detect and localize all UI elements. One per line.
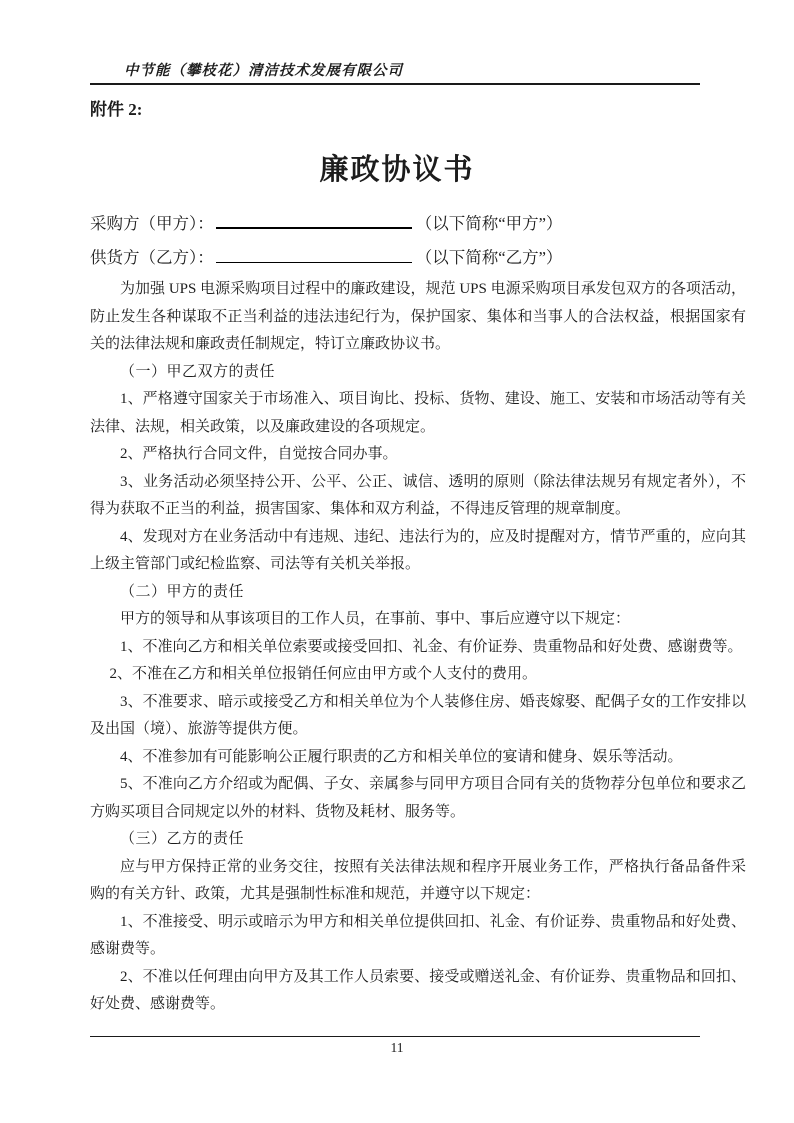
agreement-text xyxy=(90,276,746,1019)
clause-item: 甲方的领导和从事该项目的工作人员，在事前、事中、事后应遵守以下规定： xyxy=(120,611,631,627)
footer-rule xyxy=(90,1036,700,1037)
party-label-buyer: 采购方（甲方）： xyxy=(90,214,214,233)
clause-item: 应与甲方保持正常的业务交往，按照有关法律法规和程序开展业务工作，严格执行备品备件采购的有关方针、政策，尤其是强制性标准和规范，并遵守以下规定： xyxy=(90,858,746,902)
document-title: 廉政协议书 xyxy=(319,154,475,186)
parties-section xyxy=(90,207,746,275)
party-suffix-buyer: （以下简称“甲方”） xyxy=(415,214,563,233)
clause-item: 4、不准参加有可能影响公正履行职责的乙方和相关单位的宴请和健身、娱乐等活动。 xyxy=(120,748,683,765)
clause-item: 5、不准向乙方介绍或为配偶、子女、亲属参与同甲方项目合同有关的货物荐分包单位和要求乙方购买项目合同规定以外的材料、货物及耗材、服务等。 xyxy=(90,776,746,820)
party-name-blank-buyer xyxy=(216,210,412,229)
page-header xyxy=(90,0,700,85)
section-heading: （二）甲方的责任 xyxy=(120,583,245,600)
section-heading: （一）甲乙双方的责任 xyxy=(120,363,276,380)
clause-item: 2、不准以任何理由向甲方及其工作人员索要、接受或赠送礼金、有价证券、贵重物品和回扣、好处费、感谢费等。 xyxy=(90,968,746,1012)
party-label-supplier: 供货方（乙方）： xyxy=(90,248,214,267)
party-name-blank-supplier xyxy=(216,245,412,263)
party-row-supplier xyxy=(90,241,746,275)
party-row-buyer xyxy=(90,207,746,241)
clause-item: 1、不准接受、明示或暗示为甲方和相关单位提供回扣、礼金、有价证券、贵重物品和好处费、感谢费等。 xyxy=(90,913,746,957)
clause-item: 1、不准向乙方和相关单位索要或接受回扣、礼金、有价证券、贵重物品和好处费、感谢费等。 xyxy=(120,638,743,655)
company-name: 中节能（攀枝花）清洁技术发展有限公司 xyxy=(90,59,700,85)
clause-item: 1、严格遵守国家关于市场准入、项目询比、投标、货物、建设、施工、安装和市场活动等有关法律、法规，相关政策，以及廉政建设的各项规定。 xyxy=(90,391,746,435)
section-heading: （三）乙方的责任 xyxy=(120,831,245,847)
clause-item: 3、不准要求、暗示或接受乙方和相关单位为个人装修住房、婚丧嫁娶、配偶子女的工作安排以及出国（境）、旅游等提供方便。 xyxy=(90,693,746,737)
party-suffix-supplier: （以下简称“乙方”） xyxy=(415,248,563,267)
paragraph: 为加强 UPS 电源采购项目过程中的廉政建设，规范 UPS 电源采购项目承发包双方的各项活动，防止发生各种谋取不正当利益的违法违纪行为，保护国家、集体和当事人的合法权益，根据国家有关的法律法规和廉政责任制规定，特订立廉政协议书。 xyxy=(90,281,746,352)
clause-item: 2、不准在乙方和相关单位报销任何应由甲方或个人支付的费用。 xyxy=(109,666,538,682)
attachment-label: 附件 2: xyxy=(90,100,143,119)
page-number: 11 xyxy=(390,1040,404,1055)
clause-item: 4、发现对方在业务活动中有违规、违纪、违法行为的，应及时提醒对方，情节严重的，应向其上级主管部门或纪检监察、司法等有关机关举报。 xyxy=(90,528,746,572)
clause-item: 3、业务活动必须坚持公开、公平、公正、诚信、透明的原则（除法律法规另有规定者外），不得为获取不正当的利益，损害国家、集体和双方利益，不得违反管理的规章制度。 xyxy=(90,473,746,517)
clause-item: 2、严格执行合同文件，自觉按合同办事。 xyxy=(120,446,398,462)
